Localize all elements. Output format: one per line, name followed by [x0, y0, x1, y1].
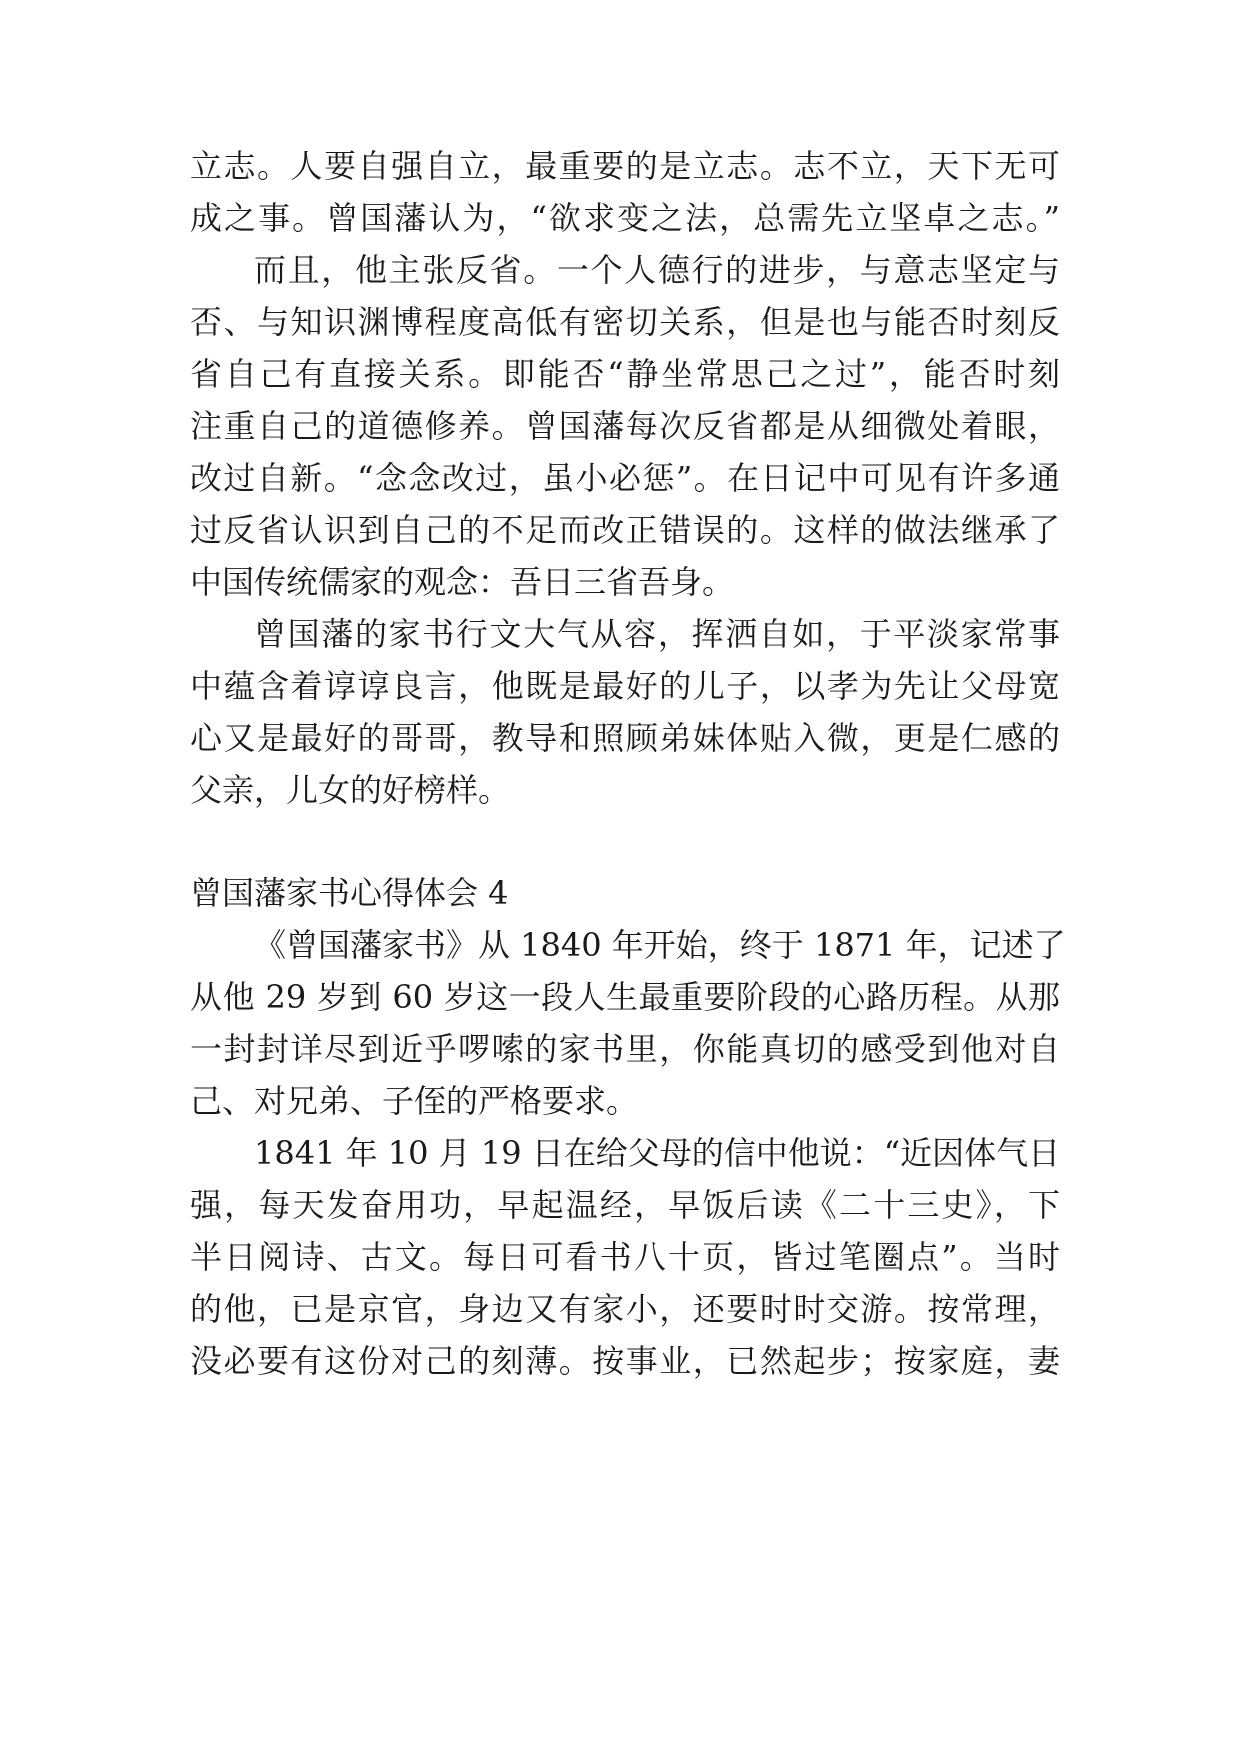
- paragraph-3-line-4: 父亲，儿女的好榜样。: [190, 771, 511, 809]
- paragraph-1-line-1: 立志。人要自强自立，最重要的是立志。志不立，天下无可: [190, 147, 1060, 185]
- paragraph-4-line-4: 己、对兄弟、子侄的严格要求。: [190, 1082, 639, 1120]
- paragraph-4-line-2: 从他 29 岁到 60 岁这一段人生最重要阶段的心路历程。从那: [190, 978, 1060, 1016]
- paragraph-3-line-1: 曾国藩的家书行文大气从容，挥洒自如，于平淡家常事: [254, 615, 1060, 653]
- paragraph-2-line-4: 注重自己的道德修养。曾国藩每次反省都是从细微处着眼，: [190, 407, 1060, 445]
- paragraph-3-line-2: 中蕴含着谆谆良言，他既是最好的儿子，以孝为先让父母宽: [190, 667, 1060, 705]
- paragraph-2-line-2: 否、与知识渊博程度高低有密切关系，但是也与能否时刻反: [190, 303, 1060, 341]
- paragraph-5-line-5: 没必要有这份对己的刻薄。按事业，已然起步；按家庭，妻: [190, 1342, 1060, 1380]
- paragraph-2-line-5: 改过自新。“念念改过，虽小必惩”。在日记中可见有许多通: [190, 459, 1060, 497]
- paragraph-5-line-1: 1841 年 10 月 19 日在给父母的信中他说：“近因体气日: [254, 1134, 1061, 1172]
- paragraph-5-line-3: 半日阅诗、古文。每日可看书八十页，皆过笔圈点”。当时: [190, 1238, 1060, 1276]
- paragraph-5-line-4: 的他，已是京官，身边又有家小，还要时时交游。按常理，: [190, 1290, 1060, 1328]
- paragraph-5-line-2: 强，每天发奋用功，早起温经，早饭后读《二十三史》，下: [190, 1186, 1060, 1224]
- paragraph-3-line-3: 心又是最好的哥哥，教导和照顾弟妹体贴入微，更是仁感的: [190, 719, 1060, 757]
- paragraph-2-line-7: 中国传统儒家的观念：吾日三省吾身。: [190, 563, 735, 601]
- paragraph-4-line-3: 一封封详尽到近乎啰嗦的家书里，你能真切的感受到他对自: [190, 1030, 1060, 1068]
- paragraph-2-line-6: 过反省认识到自己的不足而改正错误的。这样的做法继承了: [190, 511, 1060, 549]
- paragraph-4-line-1: 《曾国藩家书》从 1840 年开始，终于 1871 年，记述了: [254, 926, 1066, 964]
- paragraph-1-line-2: 成之事。曾国藩认为，“欲求变之法，总需先立坚卓之志。”: [190, 199, 1060, 237]
- paragraph-2-line-1: 而且，他主张反省。一个人德行的进步，与意志坚定与: [254, 251, 1060, 289]
- section-heading: 曾国藩家书心得体会 4: [190, 874, 509, 912]
- paragraph-2-line-3: 省自己有直接关系。即能否“静坐常思己之过”，能否时刻: [190, 355, 1060, 393]
